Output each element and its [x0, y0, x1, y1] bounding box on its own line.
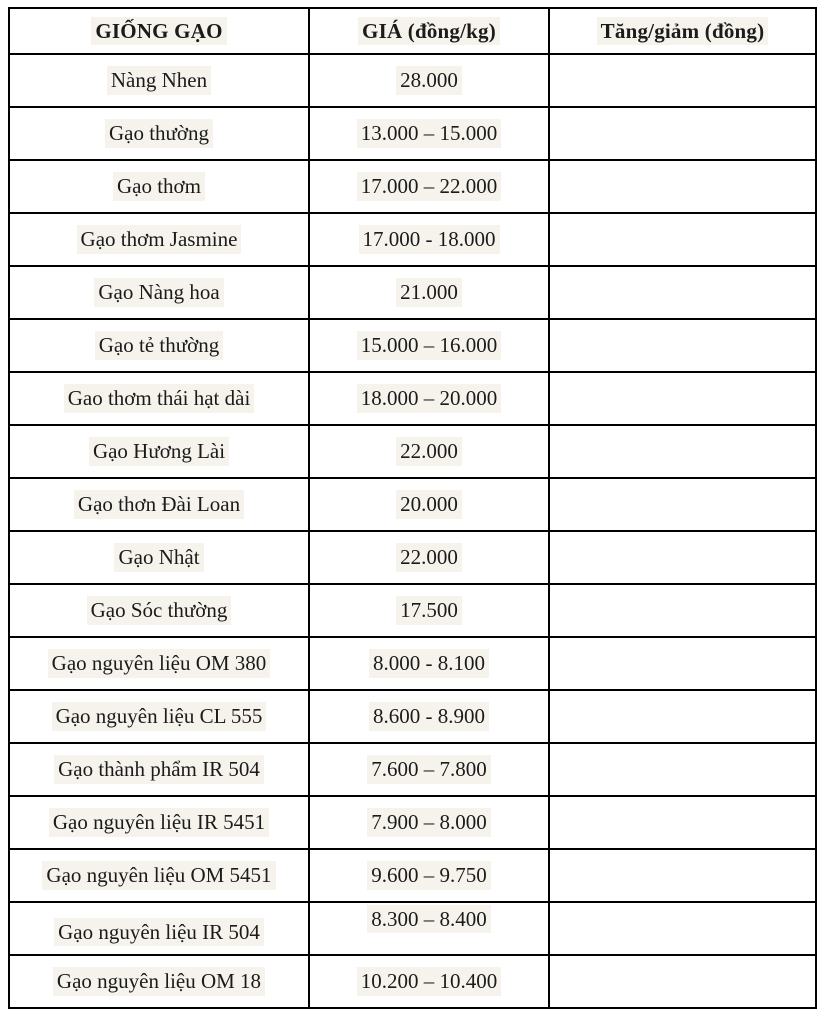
header-row	[9, 8, 816, 54]
variety-cell	[9, 796, 309, 849]
variety-text: Gạo tẻ thường	[95, 331, 223, 359]
price-text: 8.600 - 8.900	[369, 702, 489, 730]
variety-cell	[9, 690, 309, 743]
change-cell	[549, 372, 816, 425]
header-cell-price	[309, 8, 549, 54]
variety-text: Gạo nguyên liệu OM 380	[48, 649, 271, 677]
price-cell	[309, 213, 549, 266]
price-cell	[309, 531, 549, 584]
table-row	[9, 319, 816, 372]
price-cell	[309, 107, 549, 160]
variety-text: Gạo Hương Lài	[89, 437, 229, 465]
price-text: 9.600 – 9.750	[367, 861, 491, 889]
header-change-label: Tăng/giảm (đồng)	[597, 17, 769, 45]
price-text: 10.200 – 10.400	[357, 967, 502, 995]
price-text: 7.900 – 8.000	[367, 808, 491, 836]
table-row	[9, 743, 816, 796]
change-cell	[549, 107, 816, 160]
table-row	[9, 425, 816, 478]
variety-text: Gạo thơm Jasmine	[77, 225, 242, 253]
variety-text: Gạo Sóc thường	[87, 596, 232, 624]
variety-cell	[9, 319, 309, 372]
change-cell	[549, 531, 816, 584]
price-cell	[309, 743, 549, 796]
price-cell	[309, 902, 549, 955]
change-cell	[549, 955, 816, 1008]
change-cell	[549, 266, 816, 319]
table-row	[9, 107, 816, 160]
price-cell	[309, 584, 549, 637]
variety-cell	[9, 266, 309, 319]
variety-text: Gạo thơm	[113, 172, 205, 200]
variety-cell	[9, 955, 309, 1008]
change-cell	[549, 54, 816, 107]
variety-text: Gạo thường	[105, 119, 213, 147]
change-cell	[549, 690, 816, 743]
table-row	[9, 796, 816, 849]
price-cell	[309, 54, 549, 107]
table-row	[9, 54, 816, 107]
table-row	[9, 584, 816, 637]
variety-text: Gạo Nhật	[114, 543, 203, 571]
price-cell	[309, 690, 549, 743]
header-cell-change	[549, 8, 816, 54]
variety-text: Gạo thành phẩm IR 504	[54, 755, 264, 783]
table-header	[9, 8, 816, 54]
header-price-label: GIÁ (đồng/kg)	[358, 17, 500, 45]
rice-price-table	[8, 7, 817, 1009]
price-text: 8.300 – 8.400	[367, 905, 491, 933]
price-text: 15.000 – 16.000	[357, 331, 502, 359]
variety-text: Gạo nguyên liệu OM 18	[53, 967, 265, 995]
table-row	[9, 372, 816, 425]
variety-text: Gạo Nàng hoa	[94, 278, 223, 306]
variety-cell	[9, 107, 309, 160]
table-row	[9, 160, 816, 213]
variety-cell	[9, 584, 309, 637]
variety-cell	[9, 849, 309, 902]
price-text: 21.000	[396, 278, 462, 306]
variety-cell	[9, 425, 309, 478]
table-row	[9, 637, 816, 690]
table-row	[9, 690, 816, 743]
variety-cell	[9, 54, 309, 107]
variety-cell	[9, 478, 309, 531]
header-cell-variety	[9, 8, 309, 54]
variety-text: Gạo nguyên liệu OM 5451	[42, 861, 275, 889]
table-row	[9, 213, 816, 266]
price-text: 18.000 – 20.000	[357, 384, 502, 412]
table-row	[9, 266, 816, 319]
price-text: 17.000 – 22.000	[357, 172, 502, 200]
change-cell	[549, 319, 816, 372]
price-cell	[309, 637, 549, 690]
variety-cell	[9, 372, 309, 425]
price-text: 17.000 - 18.000	[359, 225, 500, 253]
change-cell	[549, 902, 816, 955]
price-cell	[309, 160, 549, 213]
variety-text: Nàng Nhen	[107, 66, 211, 94]
variety-cell	[9, 743, 309, 796]
table-row	[9, 478, 816, 531]
variety-text: Gạo thơn Đài Loan	[74, 490, 244, 518]
change-cell	[549, 849, 816, 902]
variety-cell	[9, 213, 309, 266]
variety-text: Gạo nguyên liệu CL 555	[52, 702, 267, 730]
price-cell	[309, 425, 549, 478]
table-row	[9, 955, 816, 1008]
price-text: 22.000	[396, 543, 462, 571]
table-body	[9, 54, 816, 1008]
change-cell	[549, 796, 816, 849]
variety-text: Gạo nguyên liệu IR 504	[54, 918, 264, 946]
price-text: 28.000	[396, 66, 462, 94]
variety-text: Gao thơm thái hạt dài	[64, 384, 255, 412]
change-cell	[549, 584, 816, 637]
price-text: 20.000	[396, 490, 462, 518]
price-cell	[309, 266, 549, 319]
table-row	[9, 531, 816, 584]
price-text: 7.600 – 7.800	[367, 755, 491, 783]
price-cell	[309, 319, 549, 372]
change-cell	[549, 425, 816, 478]
table-row	[9, 902, 816, 955]
price-text: 17.500	[396, 596, 462, 624]
price-text: 22.000	[396, 437, 462, 465]
table-row	[9, 849, 816, 902]
variety-cell	[9, 160, 309, 213]
variety-cell	[9, 531, 309, 584]
change-cell	[549, 637, 816, 690]
change-cell	[549, 213, 816, 266]
price-cell	[309, 955, 549, 1008]
price-cell	[309, 478, 549, 531]
variety-text: Gạo nguyên liệu IR 5451	[49, 808, 269, 836]
variety-cell	[9, 902, 309, 955]
change-cell	[549, 743, 816, 796]
price-text: 13.000 – 15.000	[357, 119, 502, 147]
price-text: 8.000 - 8.100	[369, 649, 489, 677]
change-cell	[549, 478, 816, 531]
price-cell	[309, 372, 549, 425]
header-variety-label: GIỐNG GẠO	[91, 17, 226, 45]
price-cell	[309, 796, 549, 849]
variety-cell	[9, 637, 309, 690]
change-cell	[549, 160, 816, 213]
rice-price-page	[8, 7, 817, 1009]
price-cell	[309, 849, 549, 902]
